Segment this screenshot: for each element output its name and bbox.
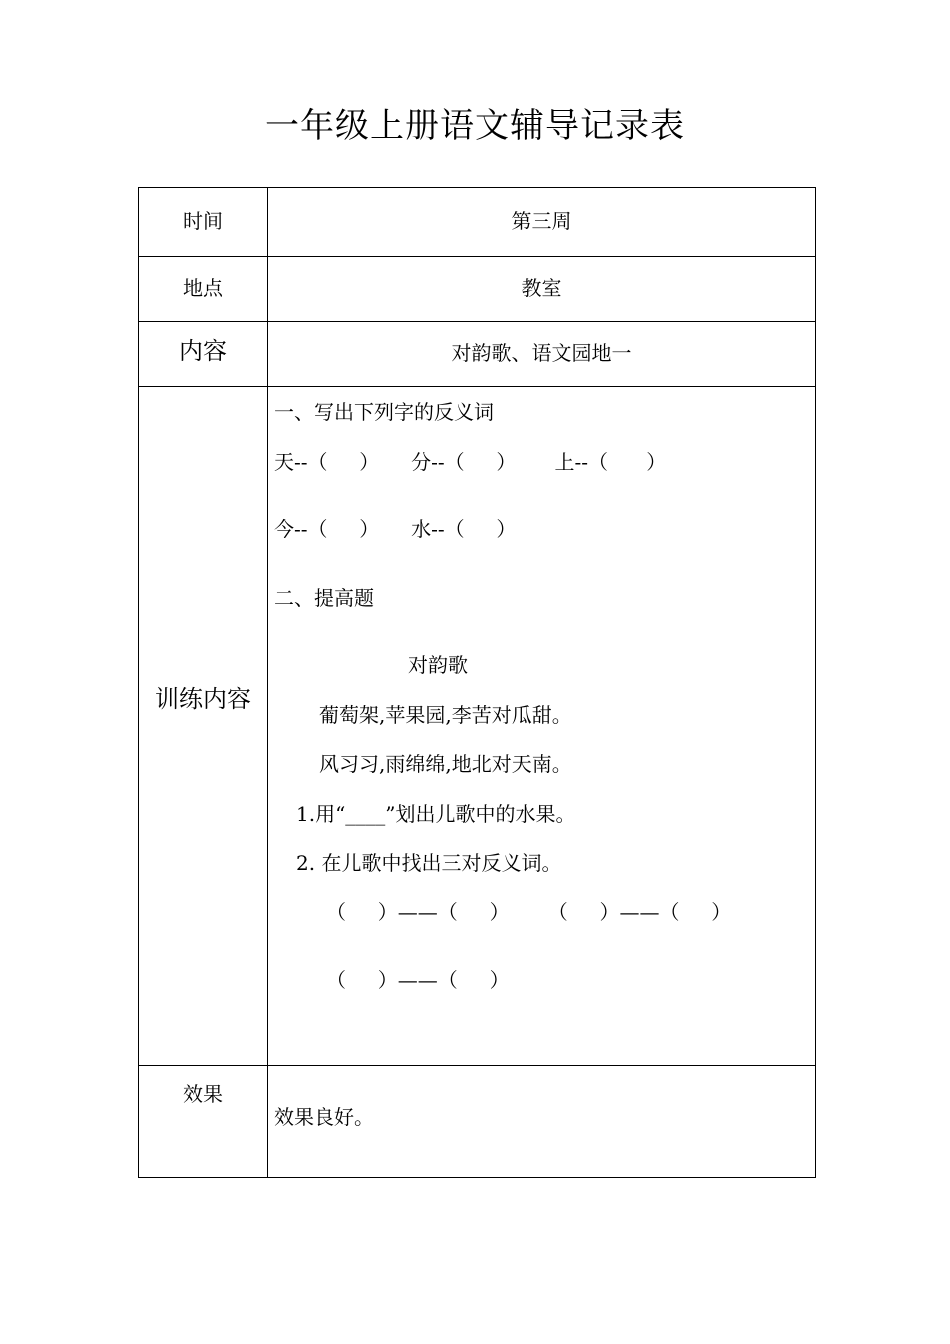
label-cell-training [139, 387, 268, 1066]
training-label: 训练内容 [155, 685, 251, 713]
place-label: 地点 [183, 276, 223, 300]
table-row-time [139, 188, 816, 257]
value-cell-training [268, 387, 816, 1066]
answer-line-2: （ ）——（ ） [326, 968, 510, 992]
document-title: 一年级上册语文辅导记录表 [265, 106, 685, 146]
time-value: 第三周 [511, 209, 572, 233]
antonym-line-2: 今--（ ） 水--（ ） [274, 517, 517, 541]
value-cell-content [268, 322, 816, 387]
question-2: 2. 在儿歌中找出三对反义词。 [296, 851, 562, 875]
label-cell-content [139, 322, 268, 387]
section1-heading: 一、写出下列字的反义词 [274, 400, 494, 424]
table-row-place [139, 257, 816, 322]
time-label: 时间 [183, 209, 223, 233]
place-value: 教室 [521, 276, 562, 300]
record-table [138, 187, 816, 1178]
label-cell-time [139, 188, 268, 257]
label-cell-place [139, 257, 268, 322]
table-row-training [139, 387, 816, 1066]
table-row-effect [139, 1066, 816, 1178]
effect-label: 效果 [183, 1082, 223, 1106]
value-cell-time [268, 188, 816, 257]
value-cell-place [268, 257, 816, 322]
effect-value: 效果良好。 [274, 1105, 374, 1129]
antonym-line-1: 天--（ ） 分--（ ） 上--（ ） [274, 450, 667, 474]
label-cell-effect [139, 1066, 268, 1178]
poem-line-2: 风习习,雨绵绵,地北对天南。 [319, 752, 572, 776]
question-1: 1.用“____”划出儿歌中的水果。 [296, 802, 576, 826]
content-value: 对韵歌、语文园地一 [451, 341, 632, 365]
answer-line-1: （ ）——（ ） （ ）——（ ） [326, 900, 732, 924]
table-row-content [139, 322, 816, 387]
poem-line-1: 葡萄架,苹果园,李苦对瓜甜。 [319, 703, 572, 727]
poem-title: 对韵歌 [408, 653, 468, 677]
value-cell-effect [268, 1066, 816, 1178]
section2-heading: 二、提高题 [274, 586, 374, 610]
content-label: 内容 [179, 337, 227, 365]
